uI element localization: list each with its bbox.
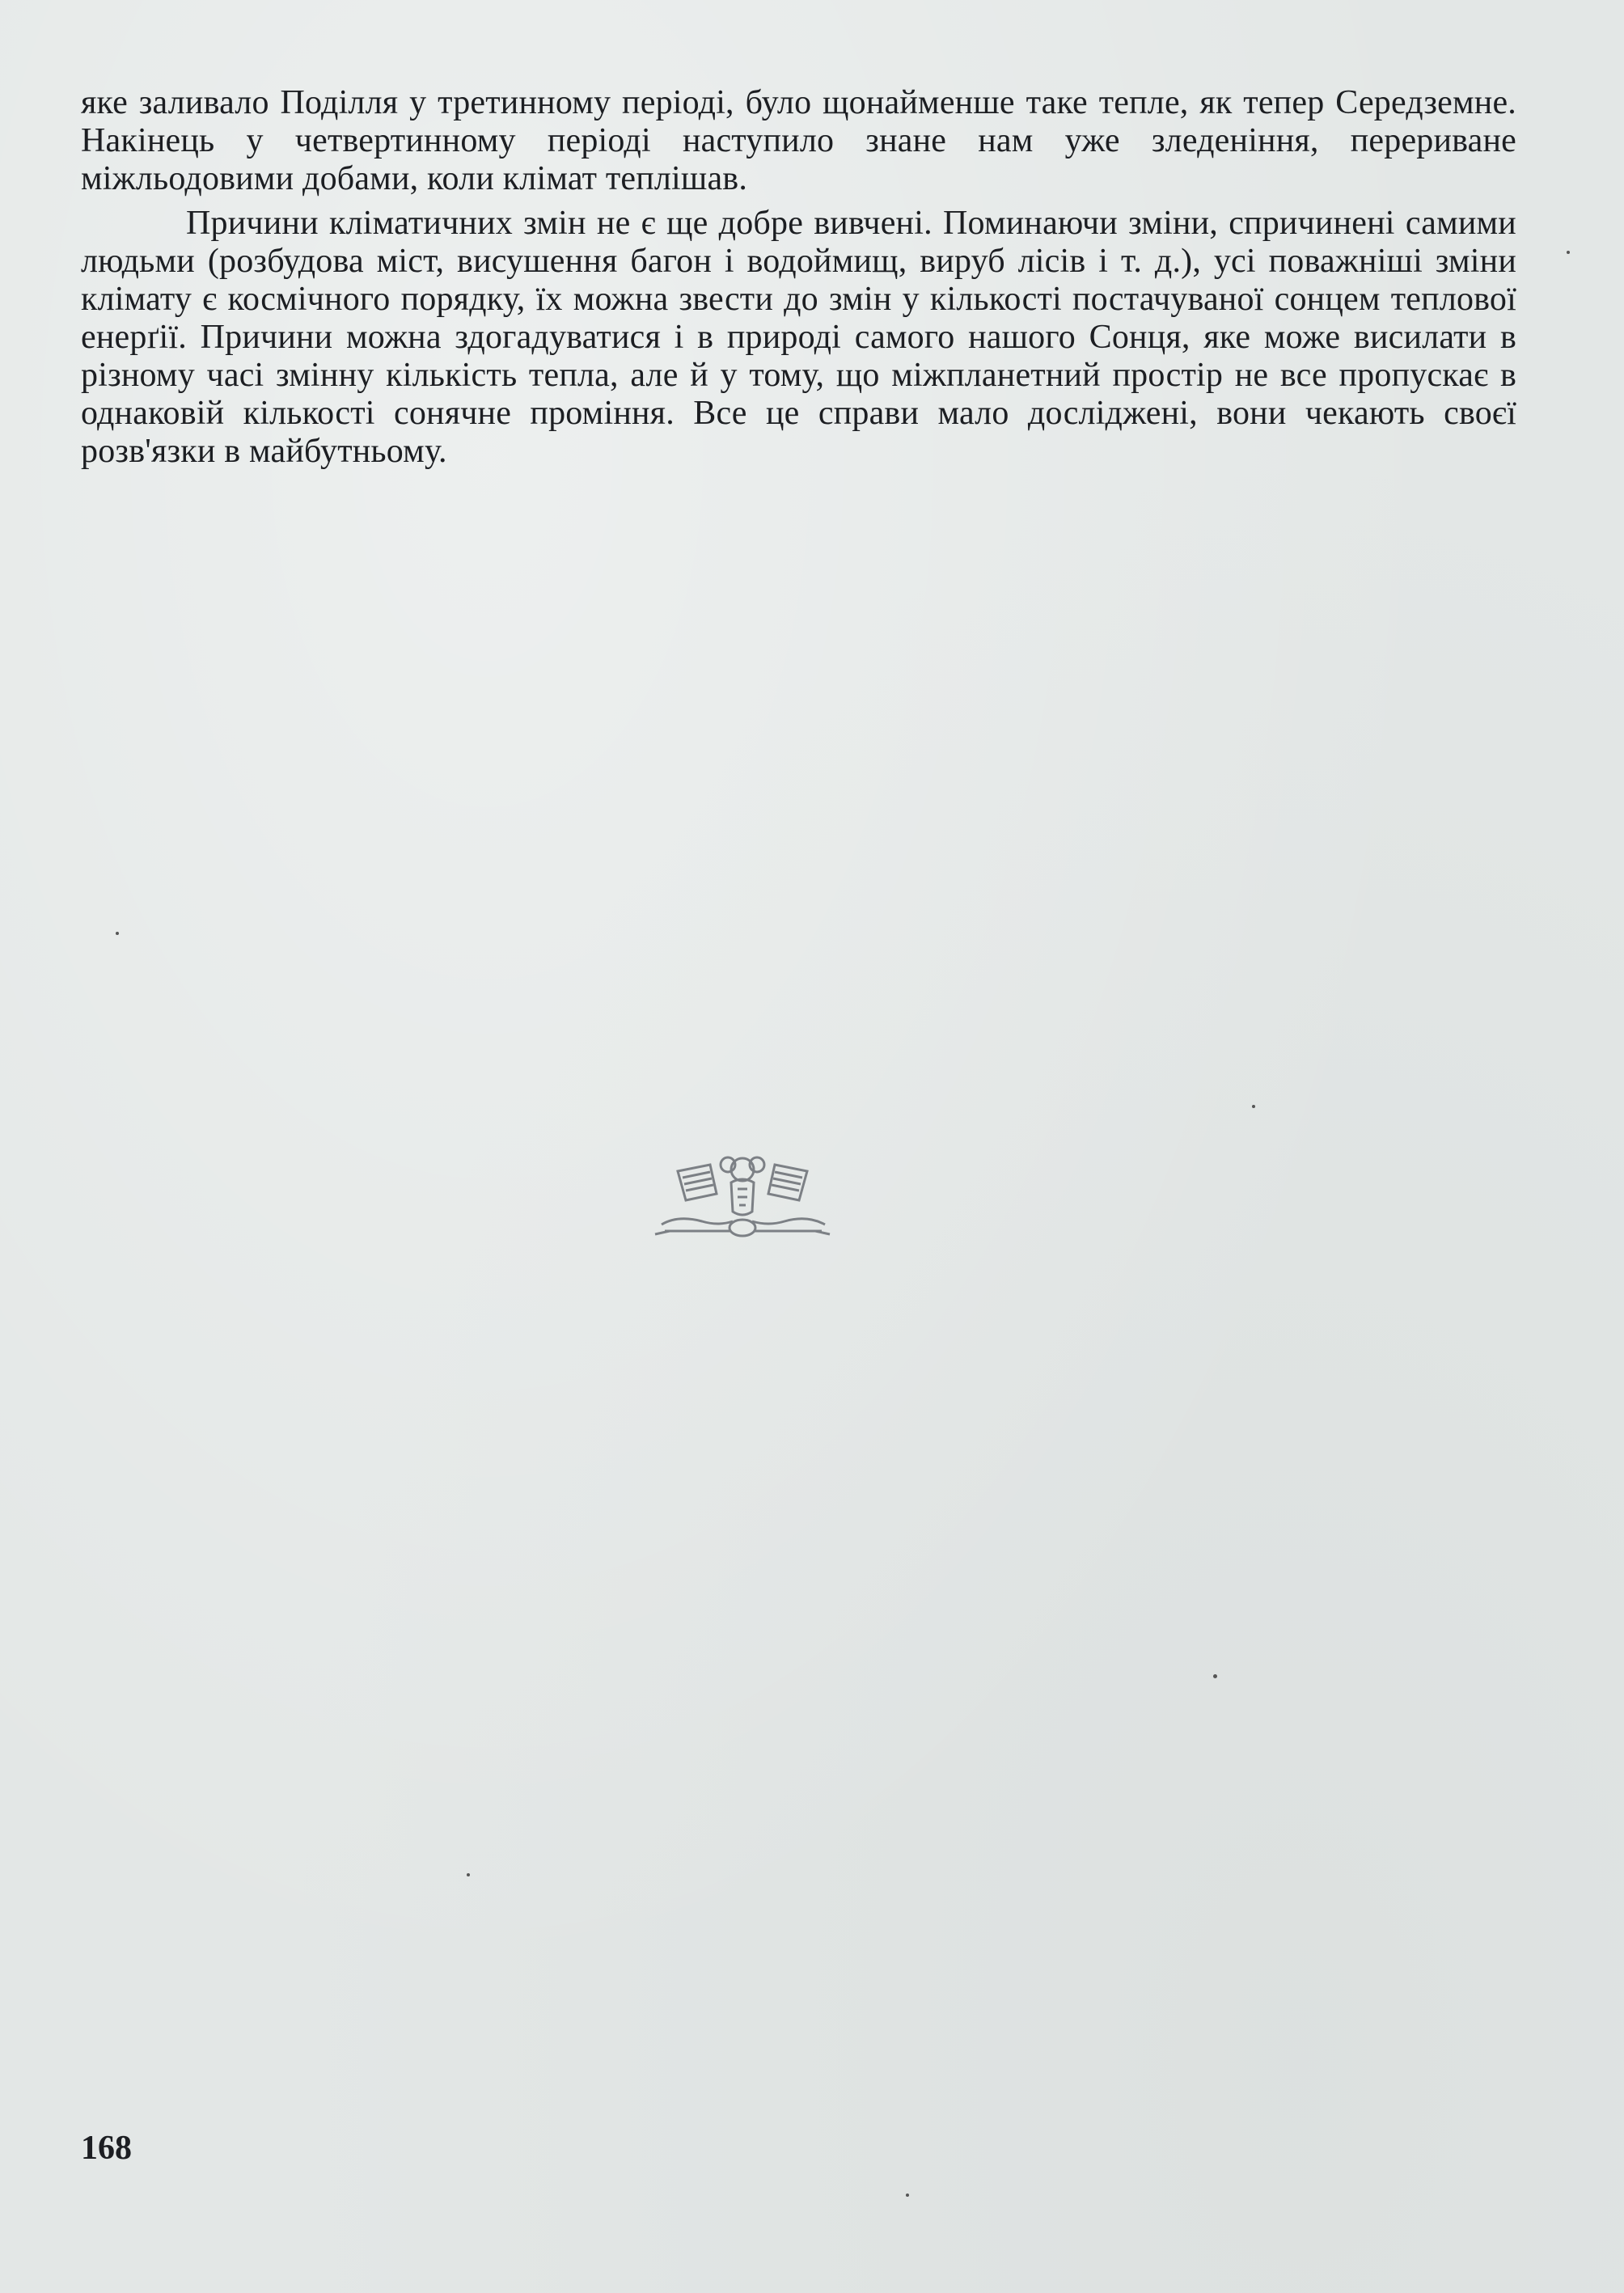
print-speck <box>1567 251 1570 254</box>
paragraph-climate-causes: Причини кліматичних змін не є ще добре вивчені. Поминаючи зміни, спричинені самими людьми (розбудова міст, висушення багон і водоймищ, вируб лісів і т. д.), усі поважніші зміни клімату є космічного порядку, їх можна звести до змін у кількості постачуваної сонцем теплової енерґії. Причини можна здогадуватися і в природі самого нашого Сонця, яке може висилати в різному часі змінну кількість тепла, але й у тому, що міжпланетний простір не все пропускає в однаковій кількості сонячне проміння. Все це справи мало досліджені, вони чекають своєї розв'язки в майбутньому. <box>81 205 1516 470</box>
print-speck <box>1213 1674 1217 1678</box>
print-speck <box>1252 1105 1255 1108</box>
body-text <box>81 84 1516 471</box>
page-number: 168 <box>81 2130 132 2167</box>
print-speck <box>116 932 119 935</box>
paragraph-continuation: яке заливало Поділля у третинному періоді, було щонайменше таке тепле, як тепер Середземне. Накінець у четвертинному періоді наступило знане нам уже зледеніння, перериване міжльодовими добами, коли клімат теплішав. <box>81 84 1516 197</box>
angel-vignette-icon <box>653 1147 831 1247</box>
print-speck <box>906 2194 909 2197</box>
print-speck <box>467 1873 470 1876</box>
